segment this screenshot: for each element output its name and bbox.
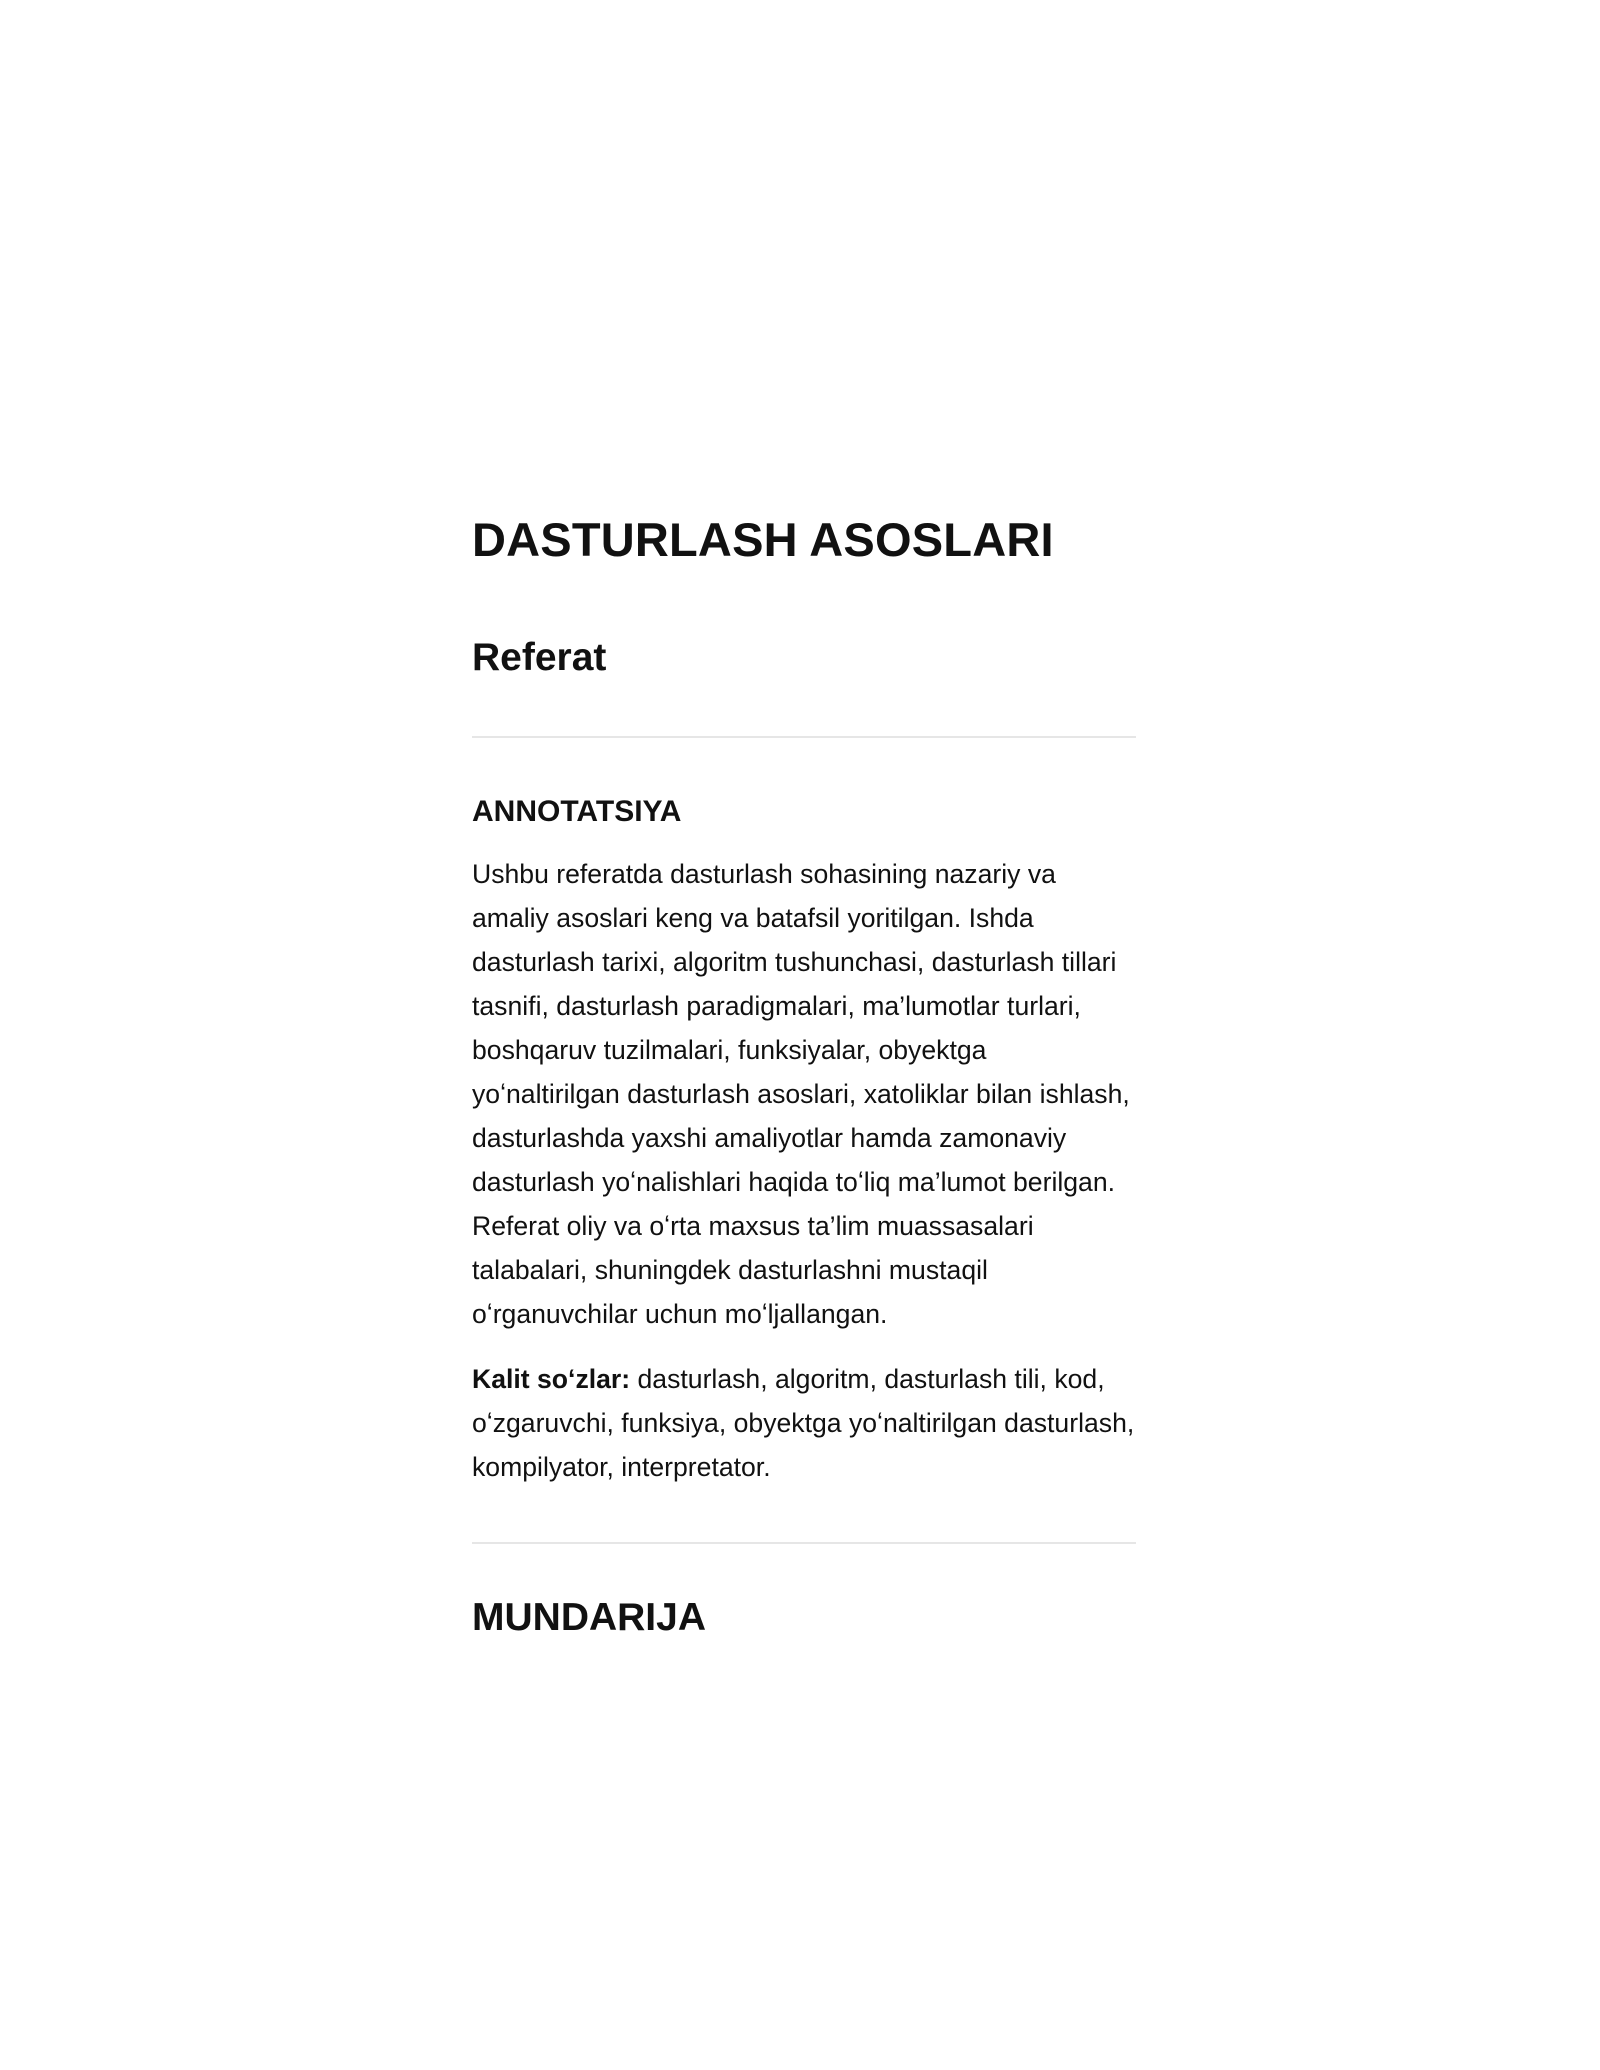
keywords-label: Kalit soʻzlar: xyxy=(472,1364,631,1394)
keywords-text: dasturlash, algoritm, dasturlash tili, kod, oʻzgaruvchi, funksiya, obyektga yoʻnaltirilgan dasturlash, kompilyator, interpretator. xyxy=(472,1364,1135,1482)
section-divider xyxy=(472,1542,1136,1544)
annotation-heading: ANNOTATSIYA xyxy=(472,795,682,828)
contents-heading: MUNDARIJA xyxy=(472,1596,706,1639)
section-divider xyxy=(472,736,1136,738)
document-title: DASTURLASH ASOSLARI xyxy=(472,513,1054,566)
annotation-text: Ushbu referatda dasturlash sohasining nazariy va amaliy asoslari keng va batafsil yoritilgan. Ishda dasturlash tarixi, algoritm tushunchasi, dasturlash tillari tasnifi, dasturlash paradigmalari, ma’lumotlar turlari, boshqaruv tuzilmalari, funksiyalar, obyektga yoʻnaltirilgan dasturlash asoslari, xatoliklar bilan ishlash, dasturlashda yaxshi amaliyotlar hamda zamonaviy dasturlash yoʻnalishlari haqida toʻliq ma’lumot berilgan. Referat oliy va oʻrta maxsus ta’lim muassasalari talabalari, shuningdek dasturlashni mustaqil oʻrganuvchilar uchun moʻljallangan. xyxy=(472,859,1130,1329)
document-subtitle: Referat xyxy=(472,636,607,679)
document-page xyxy=(472,0,1136,2070)
keywords-paragraph xyxy=(472,1357,1136,1489)
